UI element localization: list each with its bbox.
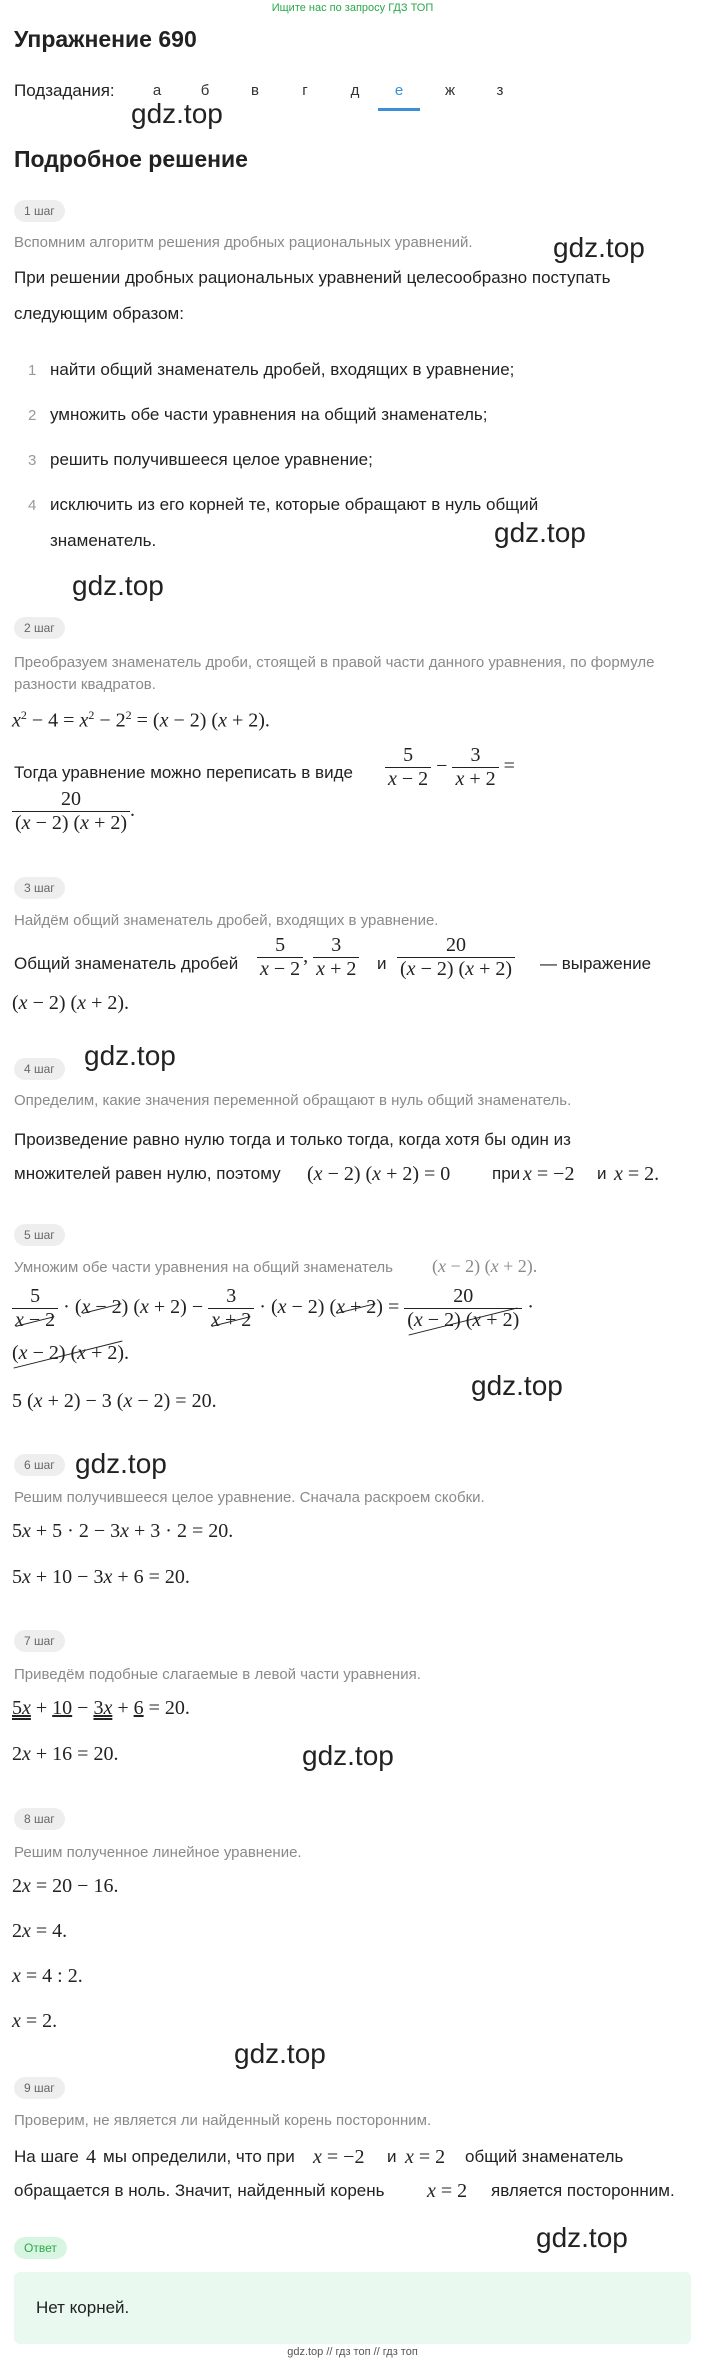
watermark: gdz.top — [131, 98, 223, 129]
watermark: gdz.top — [72, 570, 164, 601]
list-item: знаменатель. — [50, 531, 157, 550]
step-hint: Проверим, не является ли найденный корень посторонним. — [14, 2112, 432, 2129]
watermark: gdz.top — [536, 2222, 628, 2253]
math-formula: 5x + 5 · 2 − 3x + 3 · 2 = 20. — [12, 1520, 234, 1542]
list-number: 2 — [28, 407, 37, 424]
math-formula: x = −2 — [313, 2146, 365, 2168]
watermark: gdz.top — [553, 232, 645, 263]
math-formula: x = 2 — [405, 2146, 446, 2168]
watermark: gdz.top — [494, 517, 586, 548]
step-text: является посторонним. — [491, 2181, 675, 2200]
math-formula: x = −2 — [523, 1163, 575, 1185]
step-text: Тогда уравнение можно переписать в виде — [14, 763, 353, 782]
math-formula: 5x + 10 − 3x + 6 = 20. — [12, 1697, 190, 1719]
step-hint: Вспомним алгоритм решения дробных рациональных уравнений. — [14, 234, 473, 251]
step-hint: Определим, какие значения переменной обращают в нуль общий знаменатель. — [14, 1092, 572, 1109]
step-badge: 8 шаг — [14, 1808, 65, 1830]
step-text: и — [377, 954, 387, 973]
math-formula: $\frac{20}{(x - 2) (x + 2)}$ — [397, 934, 515, 981]
step-text: Общий знаменатель дробей — [14, 954, 239, 973]
step-text: обращается в ноль. Значит, найденный корень — [14, 2181, 385, 2200]
step-badge: 2 шаг — [14, 617, 65, 639]
list-item: найти общий знаменатель дробей, входящих в уравнение; — [50, 360, 515, 379]
step-hint: Умножим обе части уравнения на общий знаменатель — [14, 1259, 393, 1276]
math-formula: 5 (x + 2) − 3 (x − 2) = 20. — [12, 1390, 217, 1412]
step-badge: 5 шаг — [14, 1224, 65, 1246]
step-text: множителей равен нулю, поэтому — [14, 1164, 281, 1183]
watermark: gdz.top — [75, 1448, 167, 1479]
watermark: gdz.top — [234, 2038, 326, 2069]
answer-badge: Ответ — [14, 2237, 67, 2259]
math-formula: 2x = 4. — [12, 1920, 68, 1942]
step-badge: 6 шаг — [14, 1454, 65, 1476]
math-formula: (x − 2) (x + 2) = 0 — [307, 1163, 451, 1185]
math-formula: x = 2 — [427, 2180, 468, 2202]
math-formula: $\frac{5}{x - 2}$ − $\frac{3}{x + 2}$ = — [385, 744, 515, 791]
step-badge: 1 шаг — [14, 200, 65, 222]
list-number: 4 — [28, 497, 37, 514]
step-hint: Решим полученное линейное уравнение. — [14, 1844, 302, 1861]
tab-g[interactable]: г — [302, 82, 308, 99]
math-formula: $\frac{5}{x - 2}$ , $\frac{3}{x + 2}$ — [257, 934, 359, 981]
step-hint: Приведём подобные слагаемые в левой части уравнения. — [14, 1666, 421, 1683]
step-badge: 3 шаг — [14, 877, 65, 899]
tab-v[interactable]: в — [251, 82, 259, 99]
math-formula: 5x + 10 − 3x + 6 = 20. — [12, 1566, 190, 1588]
step-badge: 9 шаг — [14, 2077, 65, 2099]
top-note[interactable]: Ищите нас по запросу ГДЗ ТОП — [271, 2, 434, 14]
math-formula: (x − 2) (x + 2). — [432, 1256, 538, 1276]
solution-heading: Подробное решение — [14, 146, 248, 172]
step-hint: Преобразуем знаменатель дроби, стоящей в правой части данного уравнения, по формуле разности квадратов. — [14, 654, 655, 693]
list-item: умножить обе части уравнения на общий знаменатель; — [50, 405, 488, 424]
tab-a[interactable]: а — [152, 82, 162, 99]
tab-b[interactable]: б — [200, 82, 210, 99]
watermark: gdz.top — [84, 1040, 176, 1071]
step-text: — выражение — [540, 954, 652, 973]
answer-text: Нет корней. — [36, 2298, 130, 2317]
math-formula: $x^2 - 4 = x^2 - 2^2 = (x - 2) (x + 2)$. — [12, 708, 270, 732]
step-hint: Решим получившееся целое уравнение. Сначала раскроем скобки. — [14, 1489, 485, 1506]
math-formula: $\frac{20}{(x - 2) (x + 2)}$ . — [12, 788, 135, 835]
watermark: gdz.top — [471, 1370, 563, 1401]
math-formula: (x − 2) (x + 2). — [12, 992, 130, 1014]
tab-zh[interactable]: ж — [444, 82, 456, 99]
page-title: Упражнение 690 — [14, 26, 197, 52]
math-formula: x = 2. — [614, 1163, 660, 1185]
math-formula: x = 2. — [12, 2010, 58, 2032]
step-hint: Найдём общий знаменатель дробей, входящих в уравнение. — [14, 912, 439, 929]
list-number: 3 — [28, 452, 37, 469]
math-formula: (x − 2) (x + 2). — [12, 1342, 130, 1364]
step-text: и — [597, 1164, 607, 1183]
subtasks-label: Подзадания: — [14, 81, 115, 100]
step-text: При решении дробных рациональных уравнений целесообразно поступать следующим образом: — [14, 268, 611, 323]
active-tab-indicator — [378, 108, 420, 111]
list-item: решить получившееся целое уравнение; — [50, 450, 373, 469]
footer-links[interactable]: gdz.top // гдз топ // гдз топ — [287, 2346, 418, 2358]
tab-d[interactable]: д — [350, 82, 360, 99]
math-formula: 2x = 20 − 16. — [12, 1875, 119, 1897]
list-item: исключить из его корней те, которые обращают в нуль общий — [50, 495, 539, 514]
step-text: Произведение равно нулю тогда и только тогда, когда хотя бы один из — [14, 1130, 571, 1149]
math-formula: 4 — [86, 2146, 96, 2168]
step-badge: 4 шаг — [14, 1058, 65, 1080]
step-text: На шаге — [14, 2147, 79, 2166]
step-text: и — [387, 2147, 397, 2166]
step-badge: 7 шаг — [14, 1630, 65, 1652]
step-text: общий знаменатель — [465, 2147, 624, 2166]
tab-z[interactable]: з — [496, 82, 504, 99]
math-formula: 2x + 16 = 20. — [12, 1743, 119, 1765]
list-number: 1 — [28, 362, 37, 379]
math-formula: x = 4 : 2. — [12, 1965, 83, 1987]
math-formula: $\frac{5}{x - 2}$ · (x − 2) (x + 2) − $\frac{3}{x + 2}$ · (x − 2) (x + 2) = $\frac{20}{(x - 2) (x + 2)}$ · — [12, 1285, 534, 1332]
tab-e[interactable]: е — [394, 82, 404, 99]
step-text: при — [492, 1164, 521, 1183]
watermark: gdz.top — [302, 1740, 394, 1771]
step-text: мы определили, что при — [103, 2147, 295, 2166]
